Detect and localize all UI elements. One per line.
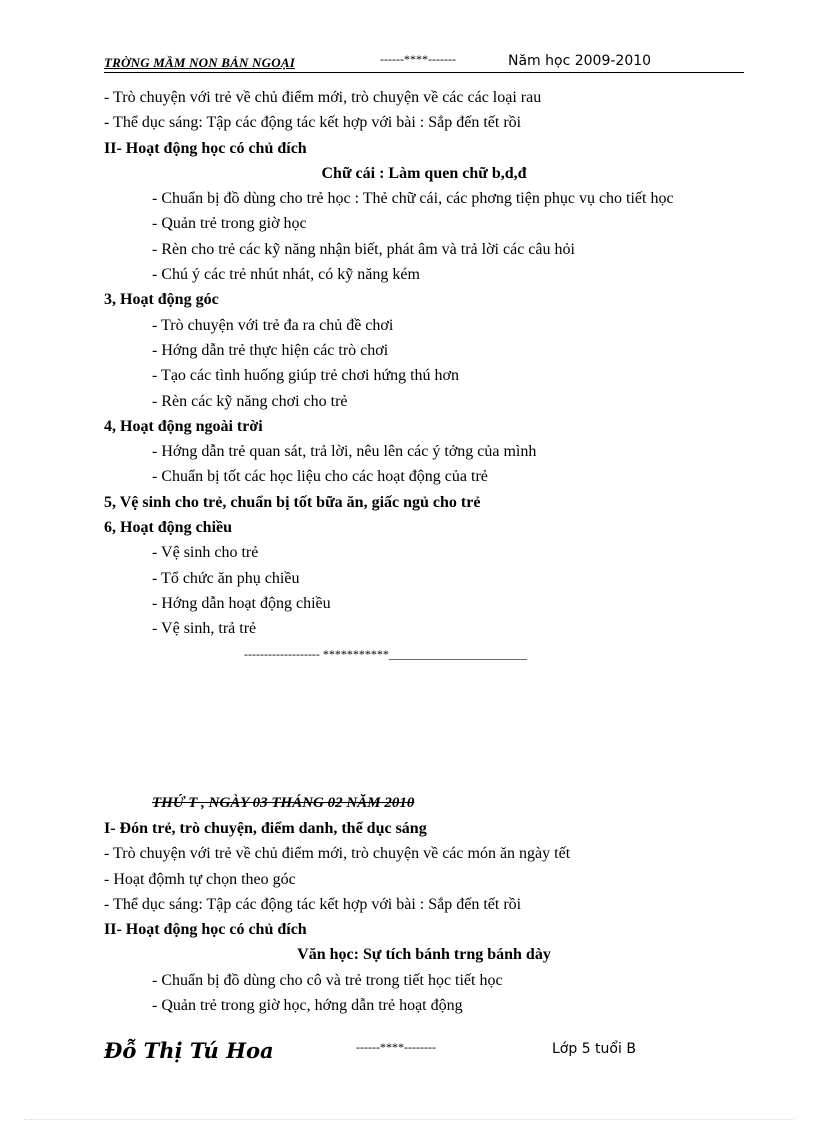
text-line: - Quản trẻ trong giờ học <box>152 215 307 233</box>
text-line: - Rèn các kỹ năng chơi cho trẻ <box>152 392 348 410</box>
text-line: 5, Vệ sinh cho trẻ, chuẩn bị tốt bữa ăn, giấc ngủ cho trẻ <box>104 493 481 511</box>
text-line: II- Hoạt động học có chủ đích <box>104 921 307 939</box>
text-line: - Chuẩn bị tốt các học liệu cho các hoạt động của trẻ <box>152 468 488 486</box>
text-line: 3, Hoạt động góc <box>104 291 219 309</box>
text-line: - Trò chuyện với trẻ đa ra chủ đề chơi <box>152 316 394 334</box>
lesson-section-2 <box>104 816 744 1018</box>
text-line: - Hớng dẫn trẻ quan sát, trả lời, nêu lên các ý tởng của mình <box>152 443 537 461</box>
text-line: - Chuẩn bị đồ dùng cho cô và trẻ trong tiết học tiết học <box>152 971 503 989</box>
text-line: - Chuẩn bị đồ dùng cho trẻ học : Thẻ chữ cái, các phơng tiện phục vụ cho tiết học <box>152 190 674 208</box>
text-line: - Trò chuyện với trẻ về chủ điểm mới, trò chuyện về các món ăn ngày tết <box>104 845 571 863</box>
text-line: - Thể dục sáng: Tập các động tác kết hợp với bài : Sắp đến tết rồi <box>104 114 522 132</box>
text-line: - Vệ sinh cho trẻ <box>152 544 259 562</box>
text-line: 6, Hoạt động chiều <box>104 519 233 537</box>
lesson-section-1 <box>104 85 744 667</box>
text-line: - Vệ sinh, trả trẻ <box>152 620 257 638</box>
header-stars: ------****------- <box>380 52 456 66</box>
text-line: 4, Hoạt động ngoài trời <box>104 417 263 435</box>
text-line: Văn học: Sự tích bánh trng bánh dày <box>297 946 551 964</box>
text-line: - Hớng dẫn hoạt động chiều <box>152 594 331 612</box>
author-name: Đỗ Thị Tú Hoa <box>104 1038 274 1063</box>
text-line: II- Hoạt động học có chủ đích <box>104 139 307 157</box>
footer-stars: ------****-------- <box>356 1040 436 1054</box>
text-line: ------------------- ***********_______________________ <box>244 646 527 661</box>
text-line: - Quản trẻ trong giờ học, hớng dẫn trẻ hoạt động <box>152 997 463 1015</box>
page-bottom-rule <box>24 1119 794 1120</box>
text-line: - Hớng dẫn trẻ thực hiện các trò chơi <box>152 341 389 359</box>
day-title: THỨ T , NGÀY 03 THÁNG 02 NĂM 2010 <box>152 795 415 811</box>
text-line: - Tạo các tình huống giúp trẻ chơi hứng thú hơn <box>152 367 460 385</box>
text-line: I- Đón trẻ, trò chuyện, điểm danh, thể dục sáng <box>104 820 427 837</box>
text-line: - Chú ý các trẻ nhút nhát, có kỹ năng kém <box>152 266 420 284</box>
text-line: Chữ cái : Làm quen chữ b,d,đ <box>321 164 527 182</box>
school-year: Năm học 2009-2010 <box>508 53 652 69</box>
class-name: Lớp 5 tuổi B <box>552 1041 636 1057</box>
text-line: - Hoạt độmh tự chọn theo góc <box>104 870 296 888</box>
text-line: - Trò chuyện với trẻ về chủ điểm mới, trò chuyện về các các loại rau <box>104 89 542 106</box>
text-line: - Rèn cho trẻ các kỹ năng nhận biết, phát âm và trả lời các câu hỏi <box>152 240 575 258</box>
text-line: - Tổ chức ăn phụ chiều <box>152 569 300 587</box>
page-header <box>104 52 744 73</box>
text-line: - Thể dục sáng: Tập các động tác kết hợp với bài : Sắp đến tết rồi <box>104 895 522 913</box>
school-name: TRỜNG MẦM NON BẢN NGOẠI <box>104 55 295 70</box>
